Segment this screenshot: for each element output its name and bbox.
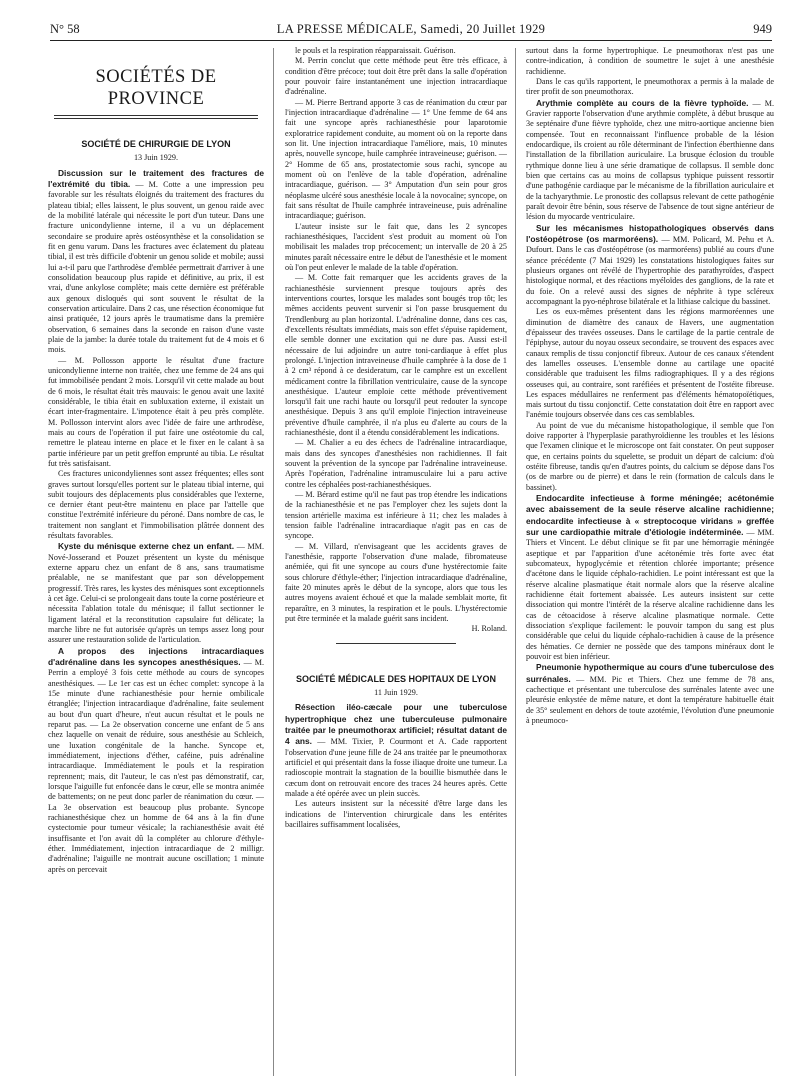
paragraph (48, 541, 264, 645)
paragraph (285, 222, 507, 274)
session-date: 11 Juin 1929. (374, 688, 418, 698)
paragraph (285, 273, 507, 438)
paragraph-text: — M. Pollosson apporte le résultat d'une fracture unicondylienne interne non traitée, chez une femme de 24 ans qui fut immobilisée pendant 2 mois. Lorsqu'il vit cette malade au bout de 6 mois, le résultat était très mauvais: le genou avait une laxité considérable, le tibia était en subluxation externe, il existait un écart inter-fragmentaire. L'impotence était à peu près complète. M. Pollosson intervint alors avec l'idée de faire une arthrodèse, mais au cours de l'opération il put faire une ostéotomie du cal, remettre le plateau interne en place et le fixer en le calant à sa partie inférieure par un petit greffon emprunté au tibia. Le résultat fut très satisfaisant. (48, 355, 264, 468)
paragraph-heading: A propos des injections intracardiaques d'adrénaline dans les syncopes anesthésiques. (48, 645, 264, 668)
column-2 (285, 46, 507, 1076)
paragraph (285, 56, 507, 97)
paragraph (526, 98, 774, 223)
paragraph (48, 356, 264, 470)
page-number: 949 (753, 22, 772, 36)
paragraph-text: Les os eux-mêmes présentent dans les régions marmoréennes une diminution de diamètre des canaux de Havers, une augmentation d'épaisseur des travées osseuses. Dans le cartilage de la partie centrale de l'épiphyse, autour du noyau osseux secondaire, se trouvent des espaces avec canaux remplis de tissu conjonctif fibreux. Autour de ces canaux s'étendent des lamelles osseuses. L'ensemble donne au cartilage une opacité considérable que traduisent les films radiographiques. Il y a des régions osseuses qui, au contraire, sont raréfiées et présentent de l'ostéite fibreuse. Les espaces médullaires ne renferment pas d'éléments hématopoïétiques, mais surtout du tissu conjonctif. Cette constatation doit être en rapport avec l'anémie toujours observée dans ces cas semblables. (526, 307, 774, 420)
paragraph-text: — M. Pierre Bertrand apporte 3 cas de réanimation du cœur par l'injection intracardiaque d'adrénaline — 1° Une femme de 64 ans fait une syncope après rachianesthésie pour laparotomie exploratrice rapidement conduite, au moment où on la reporte dans son lit. Une injection intracardiaque l'améliore, mais, 10 minutes après, nouvelle syncope, huile camphrée intraveineuse; guérison. — 2° Homme de 65 ans, prostatectomie sous rachi, syncope au moment où on l'enlève de la table d'opération, adrénaline intracardiaque, guérison. — 3° Amputation d'un sein pour gros néoplasme ulcéré sous anesthésie locale à la novocaïne; syncope, on fait sans résultat de l'huile camphrée intraveineuse, puis adrénaline intracardiaque; guérison. (285, 97, 507, 221)
paragraph-heading: Sur les mécanismes histopathologiques observés dans l'ostéopétrose (os marmoréens). (526, 222, 774, 244)
paragraph-heading: Kyste du ménisque externe chez un enfant. (58, 541, 235, 552)
paragraph-heading: Arythmie complète au cours de la fièvre typhoïde. (536, 97, 749, 108)
paragraph-text: M. Perrin conclut que cette méthode peut être très efficace, à condition d'être précoce; tout doit être prêt dans la salle d'opération pour pouvoir faire instantanément une injection intracardiaque d'adrénaline. (285, 56, 507, 97)
paragraph (285, 542, 507, 625)
column-rule (273, 48, 274, 1076)
paragraph (285, 490, 507, 542)
paragraph-text: — MM. Thiers et Vincent. Le début clinique se fit par une hémorragie méningée aseptique et par l'apparition d'une acétonémie très forte avec état subcomateux, hypoglycémie et rétention chlorée importante; présence d'acétone dans le liquide céphalo-rachidien. Le point intéressant est que la réserve alcaline plasmatique était normale alors que la réserve alcaline rachidienne était fortement abaissée. Les auteurs insistent sur cette dissociation qui montre l'intérêt de la réserve alcaline rachidienne dans les cas de cétoacidose à réserve alcaline plasmatique normale. Cette dissociation s'explique facilement: le pouvoir tampon du sang est plus considérable que celui du liquide céphalo-rachidien à cause de la présence des hématies. Ce dernier ne possède que des tampons minéraux dont le pouvoir est bien inférieur. (526, 528, 774, 662)
paragraph (285, 438, 507, 490)
paragraph (526, 77, 774, 98)
paragraph-text: — MM. Nové-Josserand et Pouzet présentent un kyste du ménisque externe apparu chez un enfant de 8 ans, sans traumatisme préalable, ne se manifestant que par son développement progressif. Très rares, les kystes des ménisques sont exceptionnels à cet âge. Celui-ci se prolongeait dans toute la corne postérieure et nécessita l'ablation totale du ménisque; il fallut sectionner le ligament latéral et la reconstitution capsulaire fut délicate; la marche libre ne fut autorisée qu'après un temps assez long pour assurer une restauration solide de l'articulation. (48, 542, 264, 645)
paragraph (285, 702, 507, 799)
session-date: 13 Juin 1929. (133, 153, 178, 163)
paragraph (285, 46, 507, 56)
paragraph-text: — MM. Tixier, P. Courmont et A. Cade rapportent l'observation d'une jeune fille de 24 ans traitée par le pneumothorax artificiel et qui présentait dans la fosse iliaque droite une tumeur. La radioscopie montrait la stagnation de la bouillie bismuthée dans le cæcum dont on retrouvait encore des traces 24 heures après. Cette malade a été opérée avec un plein succès. (285, 737, 507, 798)
paragraph-text: — M. Gravier rapporte l'observation d'une arythmie complète, à début brusque au 3e septénaire d'une fièvre typhoïde, chez une mitro-aortique ancienne bien compensée. Tout en reconnaissant l'influence probable de la lésion endocardique, ils croient au rôle déterminant de l'infection éberthienne dans l'installation de la fibrillation auriculaire. La brusque éclosion du trouble rythmique donne lieu à une série dramatique de collapsus. Il semble donc bien que certains cas au moins de collapsus typhique puissent ressortir d'une pathogénie cardiaque par le mécanisme de la fibrillation auriculaire et de la tachyarythmie. Le pronostic des collapsus relevant de cette pathogénie paraît devoir être bénin, sous réserve de l'absence de tout signe antérieur de lésion du myocarde ventriculaire. (526, 98, 774, 222)
paragraph-text: — MM. Pic et Thiers. Chez une femme de 78 ans, cachectique et présentant une tuberculose des surrénales latente avec une pleurésie enkystée de même nature, et dont la température habituelle était de 35° seulement en dehors de toute azotémie, l'évolution d'une pneumonie à pneumoco- (526, 674, 774, 725)
issue-number: N° 58 (50, 22, 80, 36)
paragraph (526, 307, 774, 421)
paragraph-text: — M. Chalier a eu des échecs de l'adrénaline intracardiaque, mais dans des syncopes d'anesthésies non rachidiennes. Il fait souvent la prévention de la syncope par l'adrénaline intraveineuse. Après l'opération, l'adrénaline intramusculaire lui a paru active contre les céphalées post-rachianesthésiques. (285, 438, 507, 489)
paragraph-text: Au point de vue du mécanisme histopathologique, il semble que l'on doive rapporter à l'hyperplasie parathyroïdienne les troubles et les lésions que l'examen clinique et le microscope ont fait constater. On peut supposer que, en certains points du squelette, se produit un départ de calcium: d'où ostéite fibreuse, tandis qu'en d'autres points, du calcium se dépose dans l'os (os de marbre ou de pierre) et dans le rein (formation de calculs dans le bassinet). (526, 420, 774, 492)
paragraph-heading: Discussion sur le traitement des fractures de l'extrémité du tibia. (48, 167, 264, 189)
paragraph (285, 624, 507, 634)
column-rule (515, 48, 516, 1076)
journal-title: LA PRESSE MÉDICALE, Samedi, 20 Juillet 1929 (276, 22, 546, 36)
title-double-rule (54, 115, 257, 119)
paragraph-text: — M. Bérard estime qu'il ne faut pas trop étendre les indications de la rachianesthésie et ne pas l'employer chez les sujets dont la tension artérielle maxima est inférieure à 11; chez les malades à tension faible l'adrénaline intracardiaque n'agit pas en cas de syncope. (285, 490, 507, 541)
paragraph-text: Ces fractures unicondyliennes sont assez fréquentes; elles sont graves surtout lorsqu'elles portent sur le plateau tibial interne, qui subit toujours des déplacements plus considérables que l'externe, ce dernier étant peut-être maintenu en place par l'attelle que constitue l'extrémité inférieure du péroné. Dans nombre de cas, le traitement non sanglant et l'immobilisation plâtrée donnent des résultats favorables. (48, 469, 264, 541)
paragraph-heading: Résection iléo-cæcale pour une tuberculose hypertrophique chez une tuberculeuse pulmonaire traitée par le pneumothorax artificiel; résultat datant de 4 ans. (285, 702, 507, 747)
paragraph-text: — MM. Policard, M. Pehu et A. Dufourt. Dans le cas d'ostéopétrose (os marmoréens) publié au cours d'une séance précédente (7 Mai 1929) les constatations histologiques faites sur plusieurs organes ont révélé de l'hypertrophie des parathyroïdes, d'aspect histologique normal, et des réactions myéloïdes des ganglions, de la rate et du foie. On a relevé aussi des signes de néphrite à type scléreux accompagnant la pyo-néphrose bilatérale et la lithiase calcique du bassinet. (526, 234, 774, 306)
paragraph (285, 98, 507, 222)
paragraph (526, 421, 774, 493)
column-1 (48, 46, 264, 1076)
page-header (50, 20, 772, 41)
paragraph-text: surtout dans la forme hypertrophique. Le pneumothorax n'est pas une contre-indication, à condition de soumettre le sujet à une anesthésie rachidienne. (526, 46, 774, 76)
paragraph (48, 469, 264, 541)
paragraph (526, 493, 774, 662)
section-separator (336, 643, 456, 644)
society-title: SOCIÉTÉ DE CHIRURGIE DE LYON (81, 139, 231, 149)
paragraph (285, 799, 507, 830)
section-title: SOCIÉTÉS DE PROVINCE (95, 67, 217, 109)
paragraph (48, 168, 264, 356)
paragraph (526, 223, 774, 308)
column-3 (526, 46, 774, 1076)
paragraph (526, 46, 774, 77)
paragraph (526, 662, 774, 726)
paragraph-text: — M. Villard, n'envisageant que les accidents graves de l'anesthésie, rapporte l'observation d'une malade, fibromateuse anémiée, qui fit une syncope au cours d'une hystérectomie faite sous chlorure d'éthyle-éther; l'injection intracardiaque d'adrénaline, faite 20 minutes après le début de la syncope, alors que tous les autres moyens avaient échoué et que la malade semblait morte, fit reparaître, en 3 minutes, la respiration et le pouls. L'hystérectomie put être terminée et la malade guérit sans incident. (285, 541, 507, 624)
paragraph-text: H. Roland. (471, 624, 507, 634)
paragraph-text: L'auteur insiste sur le fait que, dans les 2 syncopes rachianesthésiques, l'accident s'est produit au moment où l'on mobilisait les malades trop précocement; un intervalle de 20 à 25 minutes paraît nécessaire entre le début de l'anesthésie et le moment où l'on peut enlever le malade de la table d'opération. (285, 221, 507, 272)
society-title: SOCIÉTÉ MÉDICALE DES HOPITAUX DE LYON (295, 673, 497, 684)
paragraph-text: Dans le cas qu'ils rapportent, le pneumothorax a permis à la malade de tirer profit de son pneumothorax. (526, 76, 774, 97)
paragraph-text: Les auteurs insistent sur la nécessité d'être large dans les indications de l'intervention chirurgicale dans les entérites bacillaires suffisamment localisées, (285, 799, 507, 829)
paragraph-heading: Endocardite infectieuse à forme méningée; acétonémie avec abaissement de la seule réserve alcaline rachidienne; endocardite infectieuse à « streptocoque viridans » greffée sur une cardiopathie mitrale d'étiologie indéterminée. (526, 493, 774, 538)
paragraph-text: — M. Cotte a une impression peu favorable sur les résultats éloignés du traitement des fractures du plateau tibial; elles laissent, le plus souvent, un genou raide avec de la mobilité latérale qui nécessite le port d'un tuteur. Dans une fracture unicondylienne interne, il a vu un déplacement secondaire se produire après ostéosynthèse et la consolidation se fit en genu varum. Dans les fractures avec éclatement du plateau tibial, il est très difficile d'obtenir un genou solide et mobile; aussi lui a-t-il paru que l'arthrodèse d'emblée permettrait d'arriver à une consolidation beaucoup plus rapide et définitive, au prix, il est vrai, d'une ankylose complète; mais cette dernière est préférable aux genoux disloqués qui sont souvent le résultat de la conservation articulaire. Dans 2 cas, une résection économique fut ainsi pratiquée, 12 jours après le traumatisme dans la première observation, 6 semaines dans la seconde en raison d'une vaste plaie de la jambe: la durée totale du traitement fut de 4 mois et 6 mois. (48, 179, 264, 355)
paragraph-text: le pouls et la respiration réapparaissait. Guérison. (295, 46, 456, 55)
paragraph-text: — M. Perrin a employé 3 fois cette méthode au cours de syncopes anesthésiques. — Le 1er cas est un échec complet: syncope à la 15e minute d'une rachianesthésie pour hernie ombilicale étranglée; l'injection intracardiaque d'adrénaline, faite seulement au bout d'un quart d'heure, n'eut aucun résultat et le pouls ne reparut pas. — La 2e observation concerne une enfant de 5 ans chez laquelle on venait de réduire, sous anesthésie au Schleich, une luxation congénitale de la hanche. Syncope et, immédiatement, injections d'éther, caféine, puis adrénaline intracardiaque. Immédiatement le pouls et la respiration reprennent; mais, dit l'auteur, le cas n'est pas démonstratif, car, lorsque l'aiguille fut enfoncée dans le cœur, elle se montra animée de battements; on ne peut donc parler de réanimation du cœur. — La 3e observation est beaucoup plus probante. Syncope rachianesthésique chez un homme de 64 ans à la fin d'une cystectomie pour tumeur vésicale; la rachianesthésie avait été insuffisante et l'on avait dû la compléter au chlorure d'éthyle-éther. Immédiatement, injection intracardiaque de 2 milligr. d'adrénaline; l'aiguille ne montrait aucune oscillation; 1 minute après on percevait (48, 658, 264, 874)
paragraph-text: — M. Cotte fait remarquer que les accidents graves de la rachianesthésie surviennent presque toujours après des interventions courtes, lorsque les malades sont bougés trop tôt; les mêmes accidents peuvent survenir si l'on passe brusquement du Trendlenburg au plan horizontal. L'adrénaline donne, dans ces cas, d'excellents résultats immédiats, mais son effet s'épuise rapidement, elle semble donner une excitation qui ne dure pas. Aussi est-il nécessaire de lui adjoindre un autre toni-cardiaque à effet plus prolongé. L'injection intraveineuse d'huile camphrée à la dose de 1 à 2 cm³ répond à ce desideratum, car le camphre est un excellent médicament contre la fibrillation ventriculaire, cause de la syncope anesthésique. L'auteur emploie cette méthode préventivement lorsqu'il fait une rachi haute ou lorsqu'il peut redouter la syncope anesthésique. Depuis 3 ans qu'il emploie l'injection intraveineuse préventive d'huile camphrée, il n'a plus eu d'alerte au cours de la rachianesthésie, dont il a étendu considérablement les indications. (285, 273, 507, 438)
paragraph-heading: Pneumonie hypothermique au cours d'une tuberculose des surrénales. (526, 662, 774, 684)
paragraph (48, 646, 264, 875)
